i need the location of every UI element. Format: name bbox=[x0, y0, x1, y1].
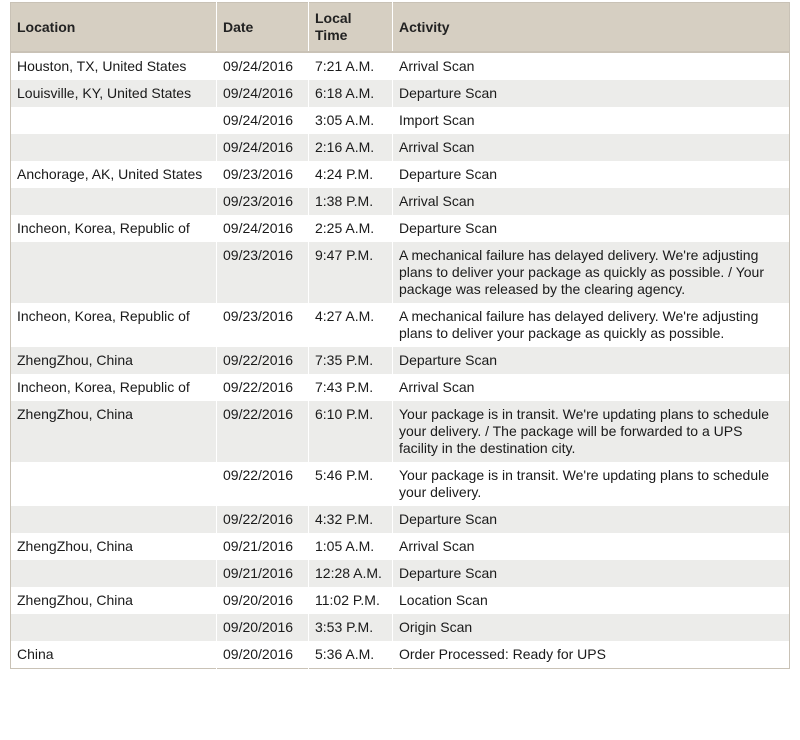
cell-location: ZhengZhou, China bbox=[11, 533, 217, 560]
table-row bbox=[11, 188, 790, 215]
cell-activity: Your package is in transit. We're updating plans to schedule your delivery. bbox=[393, 462, 790, 506]
cell-activity: Import Scan bbox=[393, 107, 790, 134]
cell-activity: Origin Scan bbox=[393, 614, 790, 641]
column-header-location: Location bbox=[11, 3, 217, 53]
cell-date: 09/22/2016 bbox=[217, 374, 309, 401]
cell-activity: Location Scan bbox=[393, 587, 790, 614]
cell-local-time: 5:46 P.M. bbox=[309, 462, 393, 506]
table-row bbox=[11, 134, 790, 161]
cell-activity: Arrival Scan bbox=[393, 374, 790, 401]
cell-date: 09/24/2016 bbox=[217, 134, 309, 161]
table-row bbox=[11, 614, 790, 641]
cell-local-time: 11:02 P.M. bbox=[309, 587, 393, 614]
cell-activity: Arrival Scan bbox=[393, 188, 790, 215]
table-row bbox=[11, 242, 790, 303]
cell-location: Incheon, Korea, Republic of bbox=[11, 374, 217, 401]
cell-local-time: 7:43 P.M. bbox=[309, 374, 393, 401]
cell-activity: Departure Scan bbox=[393, 80, 790, 107]
cell-local-time: 9:47 P.M. bbox=[309, 242, 393, 303]
cell-date: 09/24/2016 bbox=[217, 215, 309, 242]
cell-activity: Departure Scan bbox=[393, 161, 790, 188]
cell-date: 09/24/2016 bbox=[217, 107, 309, 134]
cell-location bbox=[11, 134, 217, 161]
cell-activity: Arrival Scan bbox=[393, 134, 790, 161]
cell-location bbox=[11, 462, 217, 506]
cell-location: ZhengZhou, China bbox=[11, 587, 217, 614]
cell-location: Incheon, Korea, Republic of bbox=[11, 215, 217, 242]
cell-local-time: 7:21 A.M. bbox=[309, 52, 393, 80]
shipment-progress-panel bbox=[10, 2, 789, 669]
cell-date: 09/23/2016 bbox=[217, 161, 309, 188]
cell-location bbox=[11, 188, 217, 215]
cell-local-time: 6:10 P.M. bbox=[309, 401, 393, 462]
cell-location: Houston, TX, United States bbox=[11, 52, 217, 80]
cell-date: 09/23/2016 bbox=[217, 303, 309, 347]
cell-location bbox=[11, 560, 217, 587]
cell-local-time: 2:16 A.M. bbox=[309, 134, 393, 161]
cell-location: ZhengZhou, China bbox=[11, 347, 217, 374]
table-row bbox=[11, 80, 790, 107]
cell-date: 09/22/2016 bbox=[217, 506, 309, 533]
cell-local-time: 1:38 P.M. bbox=[309, 188, 393, 215]
cell-activity: A mechanical failure has delayed delivery. We're adjusting plans to deliver your package as quickly as possible. bbox=[393, 303, 790, 347]
cell-local-time: 3:53 P.M. bbox=[309, 614, 393, 641]
cell-date: 09/24/2016 bbox=[217, 52, 309, 80]
cell-local-time: 3:05 A.M. bbox=[309, 107, 393, 134]
column-header-activity: Activity bbox=[393, 3, 790, 53]
cell-activity: Departure Scan bbox=[393, 506, 790, 533]
cell-local-time: 5:36 A.M. bbox=[309, 641, 393, 669]
table-row bbox=[11, 641, 790, 669]
shipment-progress-table bbox=[10, 2, 790, 669]
cell-local-time: 4:32 P.M. bbox=[309, 506, 393, 533]
cell-location: ZhengZhou, China bbox=[11, 401, 217, 462]
cell-local-time: 4:24 P.M. bbox=[309, 161, 393, 188]
cell-location: Anchorage, AK, United States bbox=[11, 161, 217, 188]
cell-activity: Arrival Scan bbox=[393, 52, 790, 80]
column-header-local-time-line2: Time bbox=[315, 27, 348, 43]
table-row bbox=[11, 107, 790, 134]
cell-local-time: 6:18 A.M. bbox=[309, 80, 393, 107]
cell-activity: Your package is in transit. We're updating plans to schedule your delivery. / The package will be forwarded to a UPS facility in the destination city. bbox=[393, 401, 790, 462]
cell-local-time: 2:25 A.M. bbox=[309, 215, 393, 242]
cell-date: 09/23/2016 bbox=[217, 242, 309, 303]
cell-location bbox=[11, 107, 217, 134]
cell-date: 09/22/2016 bbox=[217, 347, 309, 374]
cell-location: China bbox=[11, 641, 217, 669]
cell-local-time: 1:05 A.M. bbox=[309, 533, 393, 560]
cell-date: 09/20/2016 bbox=[217, 587, 309, 614]
cell-location bbox=[11, 242, 217, 303]
cell-local-time: 7:35 P.M. bbox=[309, 347, 393, 374]
cell-location: Incheon, Korea, Republic of bbox=[11, 303, 217, 347]
cell-location: Louisville, KY, United States bbox=[11, 80, 217, 107]
cell-activity: Departure Scan bbox=[393, 560, 790, 587]
cell-date: 09/22/2016 bbox=[217, 401, 309, 462]
table-header-row bbox=[11, 3, 790, 53]
cell-local-time: 12:28 A.M. bbox=[309, 560, 393, 587]
table-row bbox=[11, 533, 790, 560]
cell-local-time: 4:27 A.M. bbox=[309, 303, 393, 347]
table-row bbox=[11, 462, 790, 506]
cell-activity: Departure Scan bbox=[393, 347, 790, 374]
table-row bbox=[11, 506, 790, 533]
cell-date: 09/20/2016 bbox=[217, 614, 309, 641]
table-row bbox=[11, 374, 790, 401]
cell-date: 09/21/2016 bbox=[217, 560, 309, 587]
cell-date: 09/24/2016 bbox=[217, 80, 309, 107]
table-row bbox=[11, 587, 790, 614]
cell-location bbox=[11, 506, 217, 533]
cell-activity: Order Processed: Ready for UPS bbox=[393, 641, 790, 669]
column-header-local-time-line1: Local bbox=[315, 10, 352, 26]
cell-date: 09/22/2016 bbox=[217, 462, 309, 506]
table-row bbox=[11, 347, 790, 374]
table-row bbox=[11, 303, 790, 347]
table-row bbox=[11, 560, 790, 587]
table-row bbox=[11, 161, 790, 188]
cell-activity: Departure Scan bbox=[393, 215, 790, 242]
cell-activity: Arrival Scan bbox=[393, 533, 790, 560]
cell-date: 09/23/2016 bbox=[217, 188, 309, 215]
column-header-local-time bbox=[309, 3, 393, 53]
cell-location bbox=[11, 614, 217, 641]
column-header-date: Date bbox=[217, 3, 309, 53]
cell-date: 09/21/2016 bbox=[217, 533, 309, 560]
table-row bbox=[11, 401, 790, 462]
cell-activity: A mechanical failure has delayed delivery. We're adjusting plans to deliver your package as quickly as possible. / Your package was released by the clearing agency. bbox=[393, 242, 790, 303]
cell-date: 09/20/2016 bbox=[217, 641, 309, 669]
table-row bbox=[11, 52, 790, 80]
table-row bbox=[11, 215, 790, 242]
